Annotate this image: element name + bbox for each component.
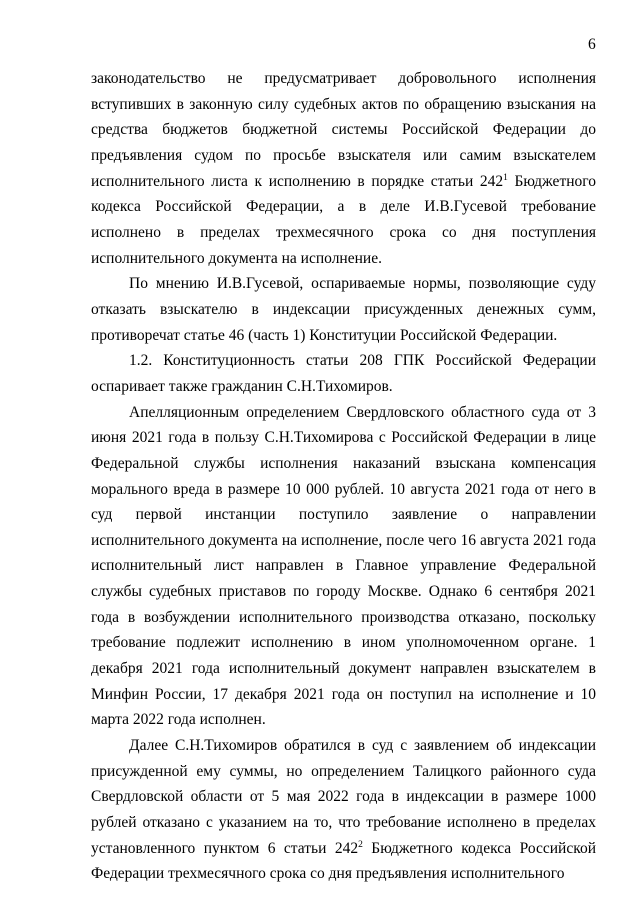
superscript-1: 1 bbox=[503, 172, 508, 183]
page-number: 6 bbox=[588, 36, 596, 53]
paragraph-5 bbox=[91, 733, 596, 887]
paragraph-1-text-b: Бюджетного кодекса Российской Федерации, а в деле И.В.Гусевой требование исполнено в пределах трехмесячного срока со дня поступления исполнительного документа на исполнение. bbox=[91, 172, 596, 267]
paragraph-5-text-b: Бюджетного кодекса Российской Федерации трехмесячного срока со дня предъявления исполнительного bbox=[91, 839, 597, 883]
paragraph-1 bbox=[91, 66, 596, 271]
superscript-2: 2 bbox=[358, 839, 363, 850]
paragraph-3: 1.2. Конституционность статьи 208 ГПК Российской Федерации оспаривает также гражданин С.Н.Тихомиров. bbox=[91, 352, 596, 395]
body-text bbox=[91, 66, 596, 887]
paragraph-2: По мнению И.В.Гусевой, оспариваемые нормы, позволяющие суду отказать взыскателю в индексации присужденных денежных сумм, противоречат статье 46 (часть 1) Конституции Российской Федерации. bbox=[91, 275, 596, 344]
paragraph-4: Апелляционным определением Свердловского областного суда от 3 июня 2021 года в пользу С.Н.Тихомирова с Российской Федерации в лице Федеральной службы исполнения наказаний взыскана компенсация морального вреда в размере 10 000 рублей. 10 августа 2021 года от него в суд первой инстанции поступило заявление о направлении исполнительного документа на исполнение, после чего 16 августа 2021 года исполнительный лист направлен в Главное управление Федеральной службы судебных приставов по городу Москве. Однако 6 сентября 2021 года в возбуждении исполнительного производства отказано, поскольку требование подлежит исполнению в ином уполномоченном органе. 1 декабря 2021 года исполнительный документ направлен взыскателем в Минфин России, 17 декабря 2021 года он поступил на исполнение и 10 марта 2022 года исполнен. bbox=[91, 403, 596, 729]
paragraph-5-text-a: Далее С.Н.Тихомиров обратился в суд с заявлением об индексации присужденной ему суммы, но определением Талицкого районного суда Свердловской области от 5 мая 2022 года в индексации в размере 1000 рублей отказано с указанием на то, что требование исполнено в пределах установленного пунктом 6 статьи 242 bbox=[91, 737, 596, 857]
paragraph-1-text-a: законодательство не предусматривает добровольного исполнения вступивших в законную силу судебных актов по обращению взыскания на средства бюджетов бюджетной системы Российской Федерации до предъявления судом по просьбе взыскателя или самим взыскателем исполнительного листа к исполнению в порядке статьи 242 bbox=[91, 70, 596, 190]
